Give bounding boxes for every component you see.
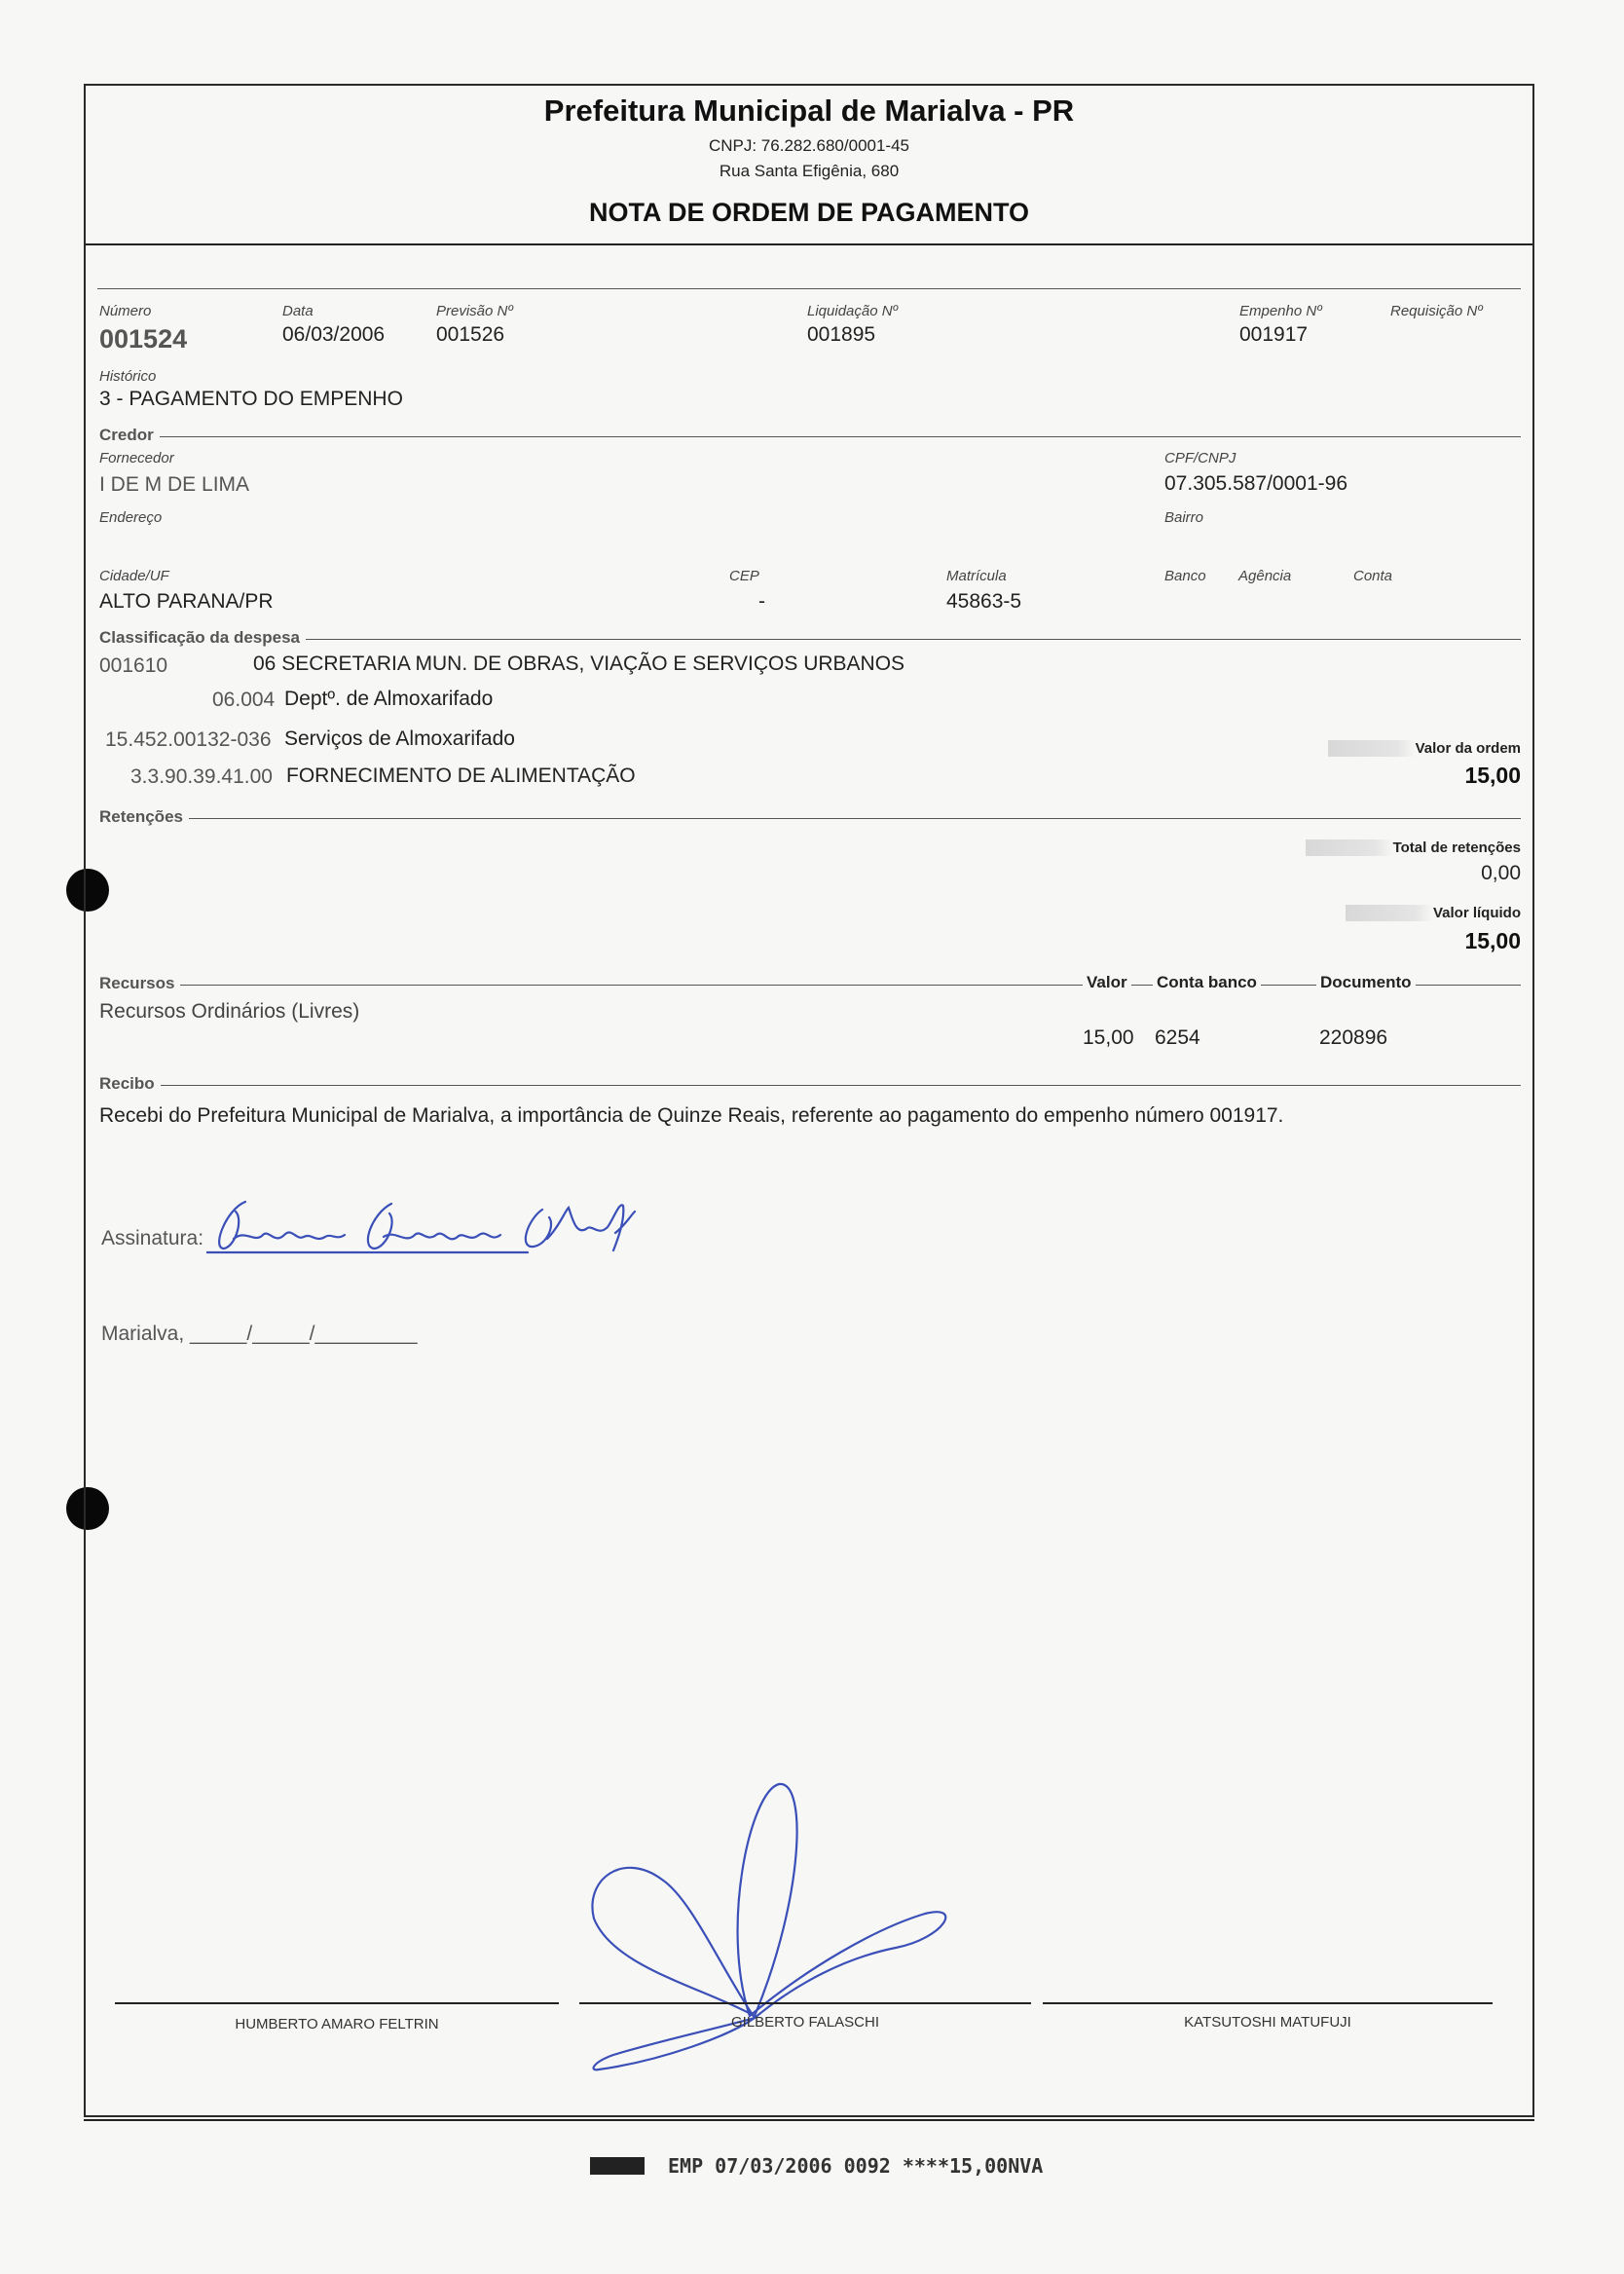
- credor-rule: [99, 436, 1521, 437]
- cidade-label: Cidade/UF: [99, 568, 169, 584]
- historico-label: Histórico: [99, 368, 157, 385]
- official-handwritten-signature: [584, 1772, 1052, 2084]
- signatory-line-left: [115, 2002, 559, 2004]
- endereco-label: Endereço: [99, 509, 163, 526]
- cnpj-text: CNPJ: 76.282.680/0001-45: [708, 136, 910, 155]
- recibo-rule: [99, 1085, 1521, 1086]
- classificacao-line2-code: 06.004: [212, 689, 276, 711]
- address-text: Rua Santa Efigênia, 680: [719, 162, 900, 180]
- recursos-conta: 6254: [1155, 1026, 1200, 1049]
- recibo-section: Recibo: [99, 1074, 161, 1094]
- requisicao-label: Requisição Nº: [1390, 303, 1483, 319]
- classificacao-line3-text: Serviços de Almoxarifado: [284, 727, 515, 750]
- cidade-value: ALTO PARANA/PR: [99, 590, 274, 613]
- bank-stamp-logo: [590, 2157, 645, 2175]
- numero-value: 001524: [99, 324, 188, 354]
- total-retencoes-label: Total de retenções: [1306, 839, 1521, 856]
- credor-section: Credor: [99, 426, 160, 445]
- total-retencoes-value: 0,00: [1481, 862, 1521, 884]
- data-label: Data: [282, 303, 314, 319]
- liquidacao-label: Liquidação Nº: [807, 303, 899, 319]
- assinatura-label: Assinatura:: [101, 1227, 204, 1249]
- recursos-valor-header: Valor: [1083, 973, 1131, 992]
- cep-label: CEP: [729, 568, 759, 584]
- retencoes-section: Retenções: [99, 807, 189, 827]
- document-title: NOTA DE ORDEM DE PAGAMENTO: [588, 198, 1029, 227]
- recursos-conta-header: Conta banco: [1153, 973, 1261, 992]
- signatory-right: KATSUTOSHI MATUFUJI: [1184, 2014, 1351, 2031]
- valor-ordem-value: 15,00: [1464, 763, 1521, 788]
- bottom-rule: [84, 2119, 1534, 2121]
- conta-label: Conta: [1353, 568, 1393, 584]
- empenho-label: Empenho Nº: [1239, 303, 1322, 319]
- recursos-documento: 220896: [1319, 1026, 1388, 1049]
- classificacao-rule: [99, 639, 1521, 640]
- recursos-section: Recursos: [99, 974, 180, 993]
- valor-liquido-label: Valor líquido: [1346, 905, 1521, 921]
- fornecedor-value: I DE M DE LIMA: [99, 473, 250, 496]
- recursos-valor: 15,00: [1083, 1026, 1134, 1049]
- cpf-label: CPF/CNPJ: [1164, 450, 1236, 466]
- valor-ordem-label: Valor da ordem: [1328, 740, 1521, 757]
- header-divider-2: [97, 288, 1521, 289]
- classificacao-line1-text: 06 SECRETARIA MUN. DE OBRAS, VIAÇÃO E SERVIÇOS URBANOS: [253, 652, 905, 675]
- classificacao-line4-text: FORNECIMENTO DE ALIMENTAÇÃO: [286, 764, 636, 787]
- recursos-descricao: Recursos Ordinários (Livres): [99, 1000, 360, 1023]
- numero-label: Número: [99, 303, 152, 319]
- cep-value: -: [758, 590, 765, 613]
- retencoes-rule: [99, 818, 1521, 819]
- classificacao-line2-text: Deptº. de Almoxarifado: [284, 688, 494, 710]
- bairro-label: Bairro: [1164, 509, 1204, 526]
- previsao-value: 001526: [436, 323, 505, 346]
- recipient-handwritten-signature: [206, 1190, 810, 1278]
- signatory-line-right: [1043, 2002, 1493, 2004]
- previsao-label: Previsão Nº: [436, 303, 513, 319]
- valor-liquido-value: 15,00: [1464, 928, 1521, 953]
- matricula-value: 45863-5: [946, 590, 1022, 613]
- footer-stamp: EMP 07/03/2006 0092 ****15,00NVA: [668, 2154, 1044, 2178]
- agencia-label: Agência: [1238, 568, 1292, 584]
- classificacao-line1-code: 001610: [99, 654, 168, 677]
- header-divider: [86, 243, 1532, 245]
- banco-label: Banco: [1164, 568, 1206, 584]
- liquidacao-value: 001895: [807, 323, 876, 346]
- cpf-value: 07.305.587/0001-96: [1164, 472, 1348, 495]
- local-data-line: Marialva, _____/_____/_________: [101, 1323, 418, 1345]
- matricula-label: Matrícula: [946, 568, 1007, 584]
- recibo-text: Recebi do Prefeitura Municipal de Marialva, a importância de Quinze Reais, referente ao pagamento do empenho número 001917.: [99, 1104, 1284, 1127]
- classificacao-line3-code: 15.452.00132-036: [105, 728, 272, 751]
- recursos-documento-header: Documento: [1316, 973, 1416, 992]
- fornecedor-label: Fornecedor: [99, 450, 174, 466]
- signatory-line-center: [579, 2002, 1031, 2004]
- data-value: 06/03/2006: [282, 323, 386, 346]
- entity-title: Prefeitura Municipal de Marialva - PR: [543, 93, 1075, 128]
- classificacao-line4-code: 3.3.90.39.41.00: [130, 765, 273, 788]
- classificacao-section: Classificação da despesa: [99, 628, 306, 648]
- signatory-center: GILBERTO FALASCHI: [731, 2014, 879, 2031]
- empenho-value: 001917: [1239, 323, 1309, 346]
- signatory-left: HUMBERTO AMARO FELTRIN: [235, 2016, 439, 2032]
- historico-value: 3 - PAGAMENTO DO EMPENHO: [99, 388, 403, 410]
- recursos-rule: [99, 985, 1521, 986]
